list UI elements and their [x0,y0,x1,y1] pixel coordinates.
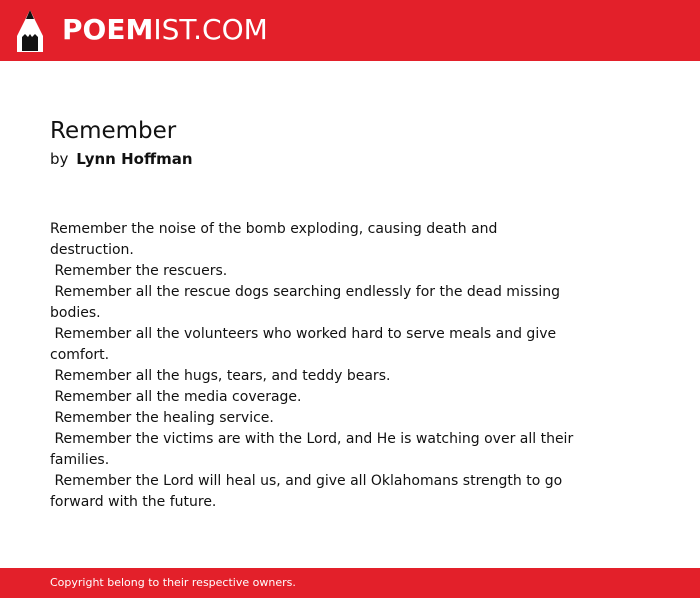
poem-body [50,219,580,513]
poem-line: Remember all the media coverage. [50,389,302,405]
poem-line: Remember all the volunteers who worked hard to serve meals and give comfort. [50,326,561,363]
poem-line: Remember the healing service. [50,410,274,426]
site-footer [0,568,700,598]
poem-line: Remember the rescuers. [50,263,228,279]
copyright-text: Copyright belong to their respective owners. [50,576,296,589]
by-label: by [50,150,69,168]
poem-line: Remember all the hugs, tears, and teddy bears. [50,368,391,384]
byline [50,148,193,170]
author-name: Lynn Hoffman [76,150,193,168]
poem-line: Remember all the rescue dogs searching endlessly for the dead missing bodies. [50,284,565,321]
poem-line: Remember the Lord will heal us, and give all Oklahomans strength to go forward with the future. [50,473,567,510]
site-logo[interactable] [62,12,268,48]
pencil-icon [17,10,43,52]
site-header [0,0,700,61]
poem-line: Remember the victims are with the Lord, and He is watching over all their families. [50,431,578,468]
poem-line: Remember the noise of the bomb exploding, causing death and destruction. [50,221,502,258]
logo-bold-text: POEM [62,13,154,46]
logo-light-text: IST.COM [153,13,268,46]
poem-title: Remember [50,118,177,144]
